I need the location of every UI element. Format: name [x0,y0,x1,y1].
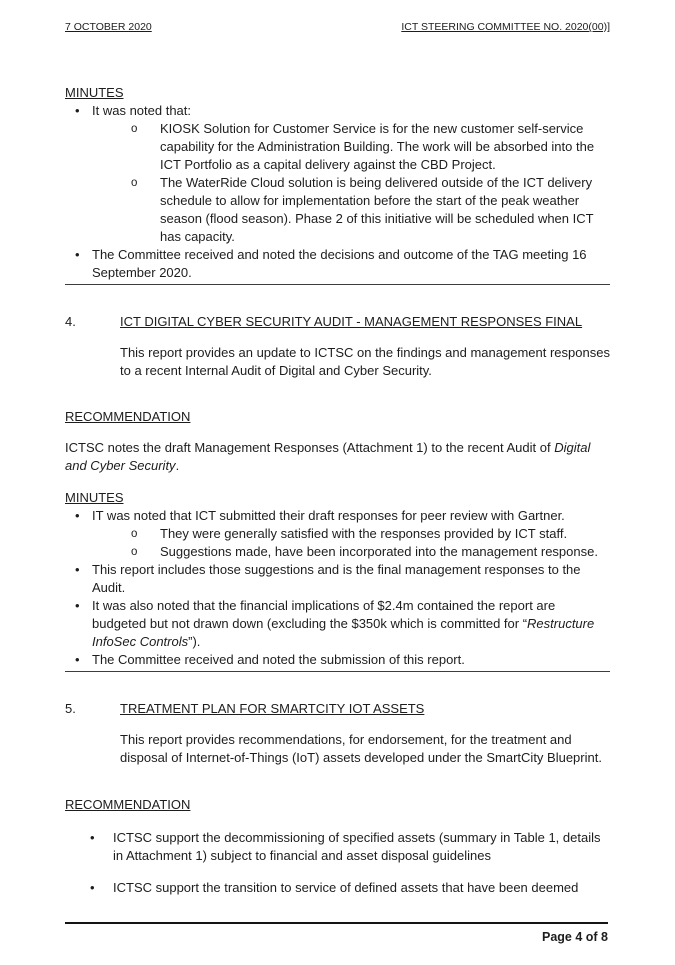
header-committee-ref: ICT STEERING COMMITTEE NO. 2020(00)] [401,21,610,33]
bullet-icon: • [75,598,80,613]
list-item [75,651,610,669]
section-divider [65,671,610,672]
sub-bullet-text: KIOSK Solution for Customer Service is for the new customer self-service capability for the Administration Building. The work will be absorbed into the ICT Portfolio as a capital delivery against the CBD Project. [160,121,595,172]
list-item [131,120,610,174]
agenda-item-intro: This report provides an update to ICTSC on the findings and management responses to a recent Internal Audit of Digital and Cyber Security. [120,345,610,378]
recommendation-text-part: . [175,458,180,473]
agenda-item-5-heading [65,700,610,718]
agenda-item-number: 4. [65,314,76,329]
list-item [75,507,610,525]
bullet-text: IT was noted that ICT submitted their draft responses for peer review with Gartner. [92,508,565,523]
section-divider [65,284,610,285]
list-item [75,561,610,597]
bullet-icon: • [75,247,80,262]
bullet-text: The Committee received and noted the decisions and outcome of the TAG meeting 16 September 2020. [92,247,587,280]
sub-bullet-icon: o [131,177,138,189]
sub-bullet-text: They were generally satisfied with the responses provided by ICT staff. [160,526,568,541]
sub-bullet-icon: o [131,123,138,135]
recommendation-heading: RECOMMENDATION [65,797,191,812]
sub-bullet-icon: o [131,528,138,540]
recommendation-heading: RECOMMENDATION [65,409,191,424]
recommendation-text [65,439,610,475]
sub-bullet-icon: o [131,546,138,558]
bullet-icon: • [75,562,80,577]
bullet-text-part: It was also noted that the financial implications of $2.4m contained the report are budgeted but not drawn down (excluding the $350k which is committed for “ [92,598,556,631]
recommendation-text-part: ICTSC notes the draft Management Responses (Attachment 1) to the recent Audit of [65,440,555,455]
bullet-text: ICTSC support the transition to service of defined assets that have been deemed [113,880,579,895]
agenda-item-intro: This report provides recommendations, for endorsement, for the treatment and disposal of Internet-of-Things (IoT) assets developed under the SmartCity Blueprint. [120,732,602,765]
bullet-text: The Committee received and noted the submission of this report. [92,652,465,667]
list-item [131,525,610,543]
bullet-text: This report includes those suggestions and is the final management responses to the Audit. [92,562,581,595]
list-item [75,102,610,120]
agenda-item-title: TREATMENT PLAN FOR SMARTCITY IOT ASSETS [120,701,425,716]
header-date: 7 OCTOBER 2020 [65,21,152,33]
minutes-heading-item-4: MINUTES [65,490,124,505]
agenda-item-4-heading [65,313,610,331]
list-item [90,829,610,865]
bullet-text: It was noted that: [92,103,192,118]
bullet-icon: • [75,103,80,118]
list-item [131,174,610,246]
minutes-heading-previous-item: MINUTES [65,85,124,100]
list-item [90,879,610,897]
page-footer [65,922,608,946]
bullet-icon: • [75,652,80,667]
sub-bullet-text: The WaterRide Cloud solution is being delivered outside of the ICT delivery schedule to allow for implementation before the start of the peak weather season (flood season). Phase 2 of this initiative will be scheduled when ICT has capacity. [160,175,594,244]
sub-bullet-text: Suggestions made, have been incorporated into the management response. [160,544,598,559]
page-header [65,20,610,34]
list-item [75,246,610,282]
bullet-text-part: ”). [188,634,201,649]
list-item [131,543,610,561]
bullet-text-italic: Restructure InfoSec Controls [92,616,595,649]
agenda-item-title: ICT DIGITAL CYBER SECURITY AUDIT - MANAGEMENT RESPONSES FINAL [120,314,583,329]
list-item [75,597,610,651]
recommendation-text-italic: Digital and Cyber Security [65,440,591,473]
agenda-item-number: 5. [65,701,76,716]
bullet-icon: • [90,880,95,895]
bullet-icon: • [75,508,80,523]
page-number: Page 4 of 8 [542,930,608,944]
bullet-icon: • [90,830,95,845]
bullet-text: ICTSC support the decommissioning of specified assets (summary in Table 1, details in Attachment 1) subject to financial and asset disposal guidelines [113,830,601,863]
bullet-text [92,597,610,651]
